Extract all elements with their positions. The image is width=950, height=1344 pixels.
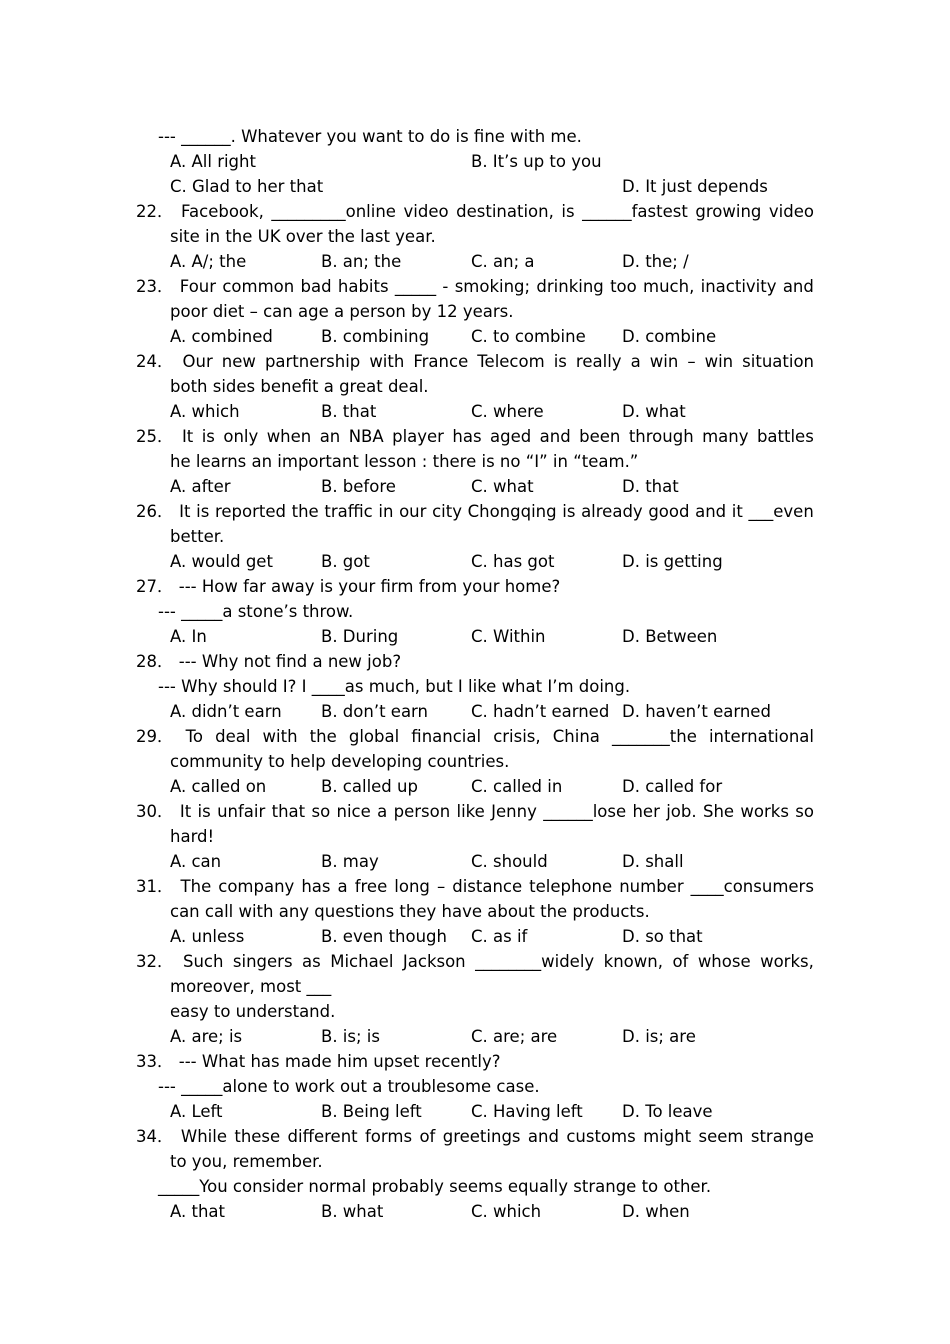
stem-word: our bbox=[399, 502, 427, 521]
option-b: B. is; is bbox=[321, 1027, 380, 1046]
intro-option-a: A. All right bbox=[170, 152, 256, 171]
answer-options bbox=[136, 624, 814, 649]
stem-word: community to help developing countries. bbox=[170, 752, 510, 771]
stem-word: The bbox=[180, 877, 212, 896]
option-a: A. are; is bbox=[170, 1027, 243, 1046]
stem-word: poor diet – can age a person by 12 years. bbox=[170, 302, 514, 321]
stem-word: financial bbox=[411, 727, 482, 746]
stem-word: growing bbox=[695, 202, 762, 221]
stem-word: been bbox=[579, 427, 621, 446]
stem-word: Chongqing bbox=[467, 502, 557, 521]
stem-word: 26． bbox=[136, 502, 174, 521]
stem-word: long bbox=[394, 877, 430, 896]
stem-word: 32． bbox=[136, 952, 174, 971]
stem-word: better. bbox=[170, 527, 225, 546]
question-stem bbox=[136, 499, 814, 524]
stem-word: works, bbox=[760, 952, 814, 971]
option-d: D. shall bbox=[622, 852, 684, 871]
stem-word: NBA bbox=[348, 427, 384, 446]
stem-word: person bbox=[393, 802, 451, 821]
answer-options bbox=[136, 1024, 814, 1049]
stem-word: forms bbox=[365, 1127, 413, 1146]
intro-dialog: --- ______. Whatever you want to do is fine with me. bbox=[158, 127, 582, 146]
stem-word: a bbox=[337, 877, 348, 896]
stem-word: – bbox=[436, 877, 446, 896]
stem-word: her bbox=[632, 802, 660, 821]
option-d: D. that bbox=[622, 477, 679, 496]
question-list bbox=[136, 199, 814, 1224]
question-stem-continued bbox=[136, 1149, 814, 1174]
question-block bbox=[136, 1124, 814, 1224]
stem-word: battles bbox=[756, 427, 814, 446]
stem-word: when bbox=[266, 427, 312, 446]
answer-options bbox=[136, 699, 814, 724]
option-c: C. where bbox=[471, 402, 544, 421]
stem-word: drinking bbox=[536, 277, 604, 296]
stem-word: 25． bbox=[136, 427, 174, 446]
option-a: A. which bbox=[170, 402, 240, 421]
question-block bbox=[136, 274, 814, 349]
stem-word: video bbox=[403, 202, 449, 221]
option-a: A. combined bbox=[170, 327, 273, 346]
option-c: C. are; are bbox=[471, 1027, 558, 1046]
stem-word: inactivity bbox=[700, 277, 777, 296]
question-dialog: --- _____alone to work out a troublesome case. bbox=[158, 1077, 540, 1096]
stem-word: China bbox=[552, 727, 600, 746]
stem-word: hard! bbox=[170, 827, 215, 846]
stem-word: France bbox=[413, 352, 469, 371]
stem-word: 28． --- Why not find a new job? bbox=[136, 652, 402, 671]
stem-word: like bbox=[456, 802, 485, 821]
stem-word: a bbox=[630, 352, 641, 371]
stem-word: _____ bbox=[394, 277, 437, 296]
option-b: B. even though bbox=[321, 927, 447, 946]
stem-word: free bbox=[354, 877, 388, 896]
option-d: D. haven’t earned bbox=[622, 702, 771, 721]
stem-word: known, bbox=[603, 952, 663, 971]
stem-word: It bbox=[179, 802, 192, 821]
question-block bbox=[136, 799, 814, 874]
stem-word: good bbox=[648, 502, 690, 521]
stem-word: – bbox=[687, 352, 696, 371]
stem-word: might bbox=[643, 1127, 692, 1146]
stem-word: While bbox=[180, 1127, 227, 1146]
question-stem bbox=[136, 574, 814, 599]
option-a: A. would get bbox=[170, 552, 273, 571]
option-d: D. the; / bbox=[622, 252, 689, 271]
question-dialog: _____You consider normal probably seems equally strange to other. bbox=[158, 1177, 712, 1196]
stem-word: ______lose bbox=[543, 802, 627, 821]
answer-options bbox=[136, 399, 814, 424]
stem-word: is bbox=[196, 502, 210, 521]
question-stem bbox=[136, 874, 814, 899]
stem-word: bad bbox=[300, 277, 332, 296]
intro-option-c: C. Glad to her that bbox=[170, 177, 324, 196]
stem-word: whose bbox=[697, 952, 751, 971]
stem-word: to you, remember. bbox=[170, 1152, 323, 1171]
stem-word: _________online bbox=[271, 202, 396, 221]
stem-word: job. bbox=[666, 802, 697, 821]
stem-word: is bbox=[561, 202, 575, 221]
option-d: D. To leave bbox=[622, 1102, 713, 1121]
option-b: B. got bbox=[321, 552, 370, 571]
stem-word: Our bbox=[182, 352, 213, 371]
stem-word: seem bbox=[698, 1127, 744, 1146]
stem-word: common bbox=[222, 277, 295, 296]
option-a: A. that bbox=[170, 1202, 225, 1221]
stem-word: unfair bbox=[217, 802, 266, 821]
question-stem-continued bbox=[136, 449, 814, 474]
stem-word: 22． bbox=[136, 202, 174, 221]
stem-word: global bbox=[348, 727, 400, 746]
option-c: C. Within bbox=[471, 627, 546, 646]
question-stem bbox=[136, 1124, 814, 1149]
stem-word: Michael bbox=[330, 952, 394, 971]
answer-options bbox=[136, 324, 814, 349]
stem-word: number bbox=[619, 877, 684, 896]
stem-word: aged bbox=[490, 427, 532, 446]
stem-word: easy to understand. bbox=[170, 1002, 336, 1021]
stem-word: of bbox=[419, 1127, 436, 1146]
option-c: C. what bbox=[471, 477, 534, 496]
stem-word: and bbox=[539, 427, 571, 446]
intro-option-d: D. It just depends bbox=[622, 177, 768, 196]
answer-options bbox=[136, 849, 814, 874]
question-stem-continued bbox=[136, 524, 814, 549]
stem-word: 34． bbox=[136, 1127, 174, 1146]
stem-word: of bbox=[672, 952, 689, 971]
stem-word: different bbox=[287, 1127, 358, 1146]
question-stem bbox=[136, 1049, 814, 1074]
stem-word: strange bbox=[750, 1127, 814, 1146]
intro-options-row-1 bbox=[136, 149, 814, 174]
stem-word: so bbox=[795, 802, 814, 821]
stem-word: has bbox=[452, 427, 482, 446]
option-d: D. is; are bbox=[622, 1027, 696, 1046]
stem-word: with bbox=[369, 352, 405, 371]
option-b: B. Being left bbox=[321, 1102, 422, 1121]
stem-word: nice bbox=[336, 802, 371, 821]
option-c: C. called in bbox=[471, 777, 563, 796]
stem-word: too bbox=[610, 277, 637, 296]
option-d: D. so that bbox=[622, 927, 703, 946]
stem-word: an bbox=[319, 427, 341, 446]
stem-word: ______fastest bbox=[582, 202, 688, 221]
question-stem-continued bbox=[136, 824, 814, 849]
stem-word: greetings bbox=[442, 1127, 521, 1146]
question-dialog: --- Why should I? I ____as much, but I like what I’m doing. bbox=[158, 677, 631, 696]
answer-options bbox=[136, 474, 814, 499]
stem-word: partnership bbox=[264, 352, 361, 371]
stem-word: works bbox=[740, 802, 789, 821]
stem-word: with bbox=[262, 727, 298, 746]
question-stem-continued bbox=[136, 374, 814, 399]
answer-options bbox=[136, 549, 814, 574]
option-d: D. Between bbox=[622, 627, 718, 646]
stem-word: 31． bbox=[136, 877, 174, 896]
stem-word: company bbox=[218, 877, 295, 896]
option-b: B. an; the bbox=[321, 252, 402, 271]
stem-word: and bbox=[527, 1127, 559, 1146]
stem-word: destination, bbox=[456, 202, 554, 221]
stem-word: ___even bbox=[748, 502, 814, 521]
stem-word: is bbox=[201, 427, 215, 446]
stem-word: 24． bbox=[136, 352, 174, 371]
stem-word: Jackson bbox=[402, 952, 466, 971]
stem-word: 23． bbox=[136, 277, 174, 296]
stem-word: much, bbox=[643, 277, 695, 296]
option-c: C. which bbox=[471, 1202, 542, 1221]
option-b: B. that bbox=[321, 402, 377, 421]
question-stem bbox=[136, 199, 814, 224]
option-a: A. didn’t earn bbox=[170, 702, 282, 721]
stem-word: 29． bbox=[136, 727, 174, 746]
answer-options bbox=[136, 249, 814, 274]
stem-word: reported bbox=[214, 502, 286, 521]
stem-word: already bbox=[581, 502, 643, 521]
stem-word: smoking; bbox=[454, 277, 531, 296]
stem-word: 30． bbox=[136, 802, 174, 821]
question-stem bbox=[136, 724, 814, 749]
option-a: A. can bbox=[170, 852, 222, 871]
stem-word: deal bbox=[215, 727, 251, 746]
question-stem bbox=[136, 649, 814, 674]
option-c: C. hadn’t earned bbox=[471, 702, 610, 721]
stem-word: crisis, bbox=[493, 727, 541, 746]
question-stem-continued bbox=[136, 749, 814, 774]
question-block bbox=[136, 874, 814, 949]
stem-word: player bbox=[392, 427, 444, 446]
question-stem bbox=[136, 349, 814, 374]
intro-option-b: B. It’s up to you bbox=[471, 152, 602, 171]
exam-content bbox=[136, 124, 814, 1224]
question-stem bbox=[136, 799, 814, 824]
stem-word: ____consumers bbox=[690, 877, 814, 896]
stem-word: Jenny bbox=[491, 802, 537, 821]
stem-word: that bbox=[271, 802, 306, 821]
option-d: D. when bbox=[622, 1202, 690, 1221]
stem-word: only bbox=[223, 427, 259, 446]
stem-word: win bbox=[704, 352, 734, 371]
stem-word: many bbox=[702, 427, 749, 446]
stem-word: Such bbox=[182, 952, 224, 971]
option-a: A. A/; the bbox=[170, 252, 247, 271]
stem-word: he learns an important lesson : there is no “I” in “team.” bbox=[170, 452, 639, 471]
option-d: D. is getting bbox=[622, 552, 723, 571]
option-d: D. combine bbox=[622, 327, 717, 346]
stem-word: 27． --- How far away is your firm from your home? bbox=[136, 577, 561, 596]
question-block bbox=[136, 424, 814, 499]
stem-word: these bbox=[234, 1127, 281, 1146]
stem-word: and bbox=[782, 277, 814, 296]
stem-word: is bbox=[197, 802, 211, 821]
option-c: C. to combine bbox=[471, 327, 586, 346]
intro-options-row-2 bbox=[136, 174, 814, 199]
stem-word: 33． --- What has made him upset recently? bbox=[136, 1052, 501, 1071]
answer-options bbox=[136, 1199, 814, 1224]
option-b: B. During bbox=[321, 627, 399, 646]
question-dialog: --- _____a stone’s throw. bbox=[158, 602, 354, 621]
stem-word: a bbox=[377, 802, 388, 821]
stem-word: is bbox=[553, 352, 567, 371]
stem-word: can call with any questions they have about the products. bbox=[170, 902, 650, 921]
option-b: B. don’t earn bbox=[321, 702, 429, 721]
stem-word: To bbox=[185, 727, 203, 746]
question-stem-continued bbox=[136, 224, 814, 249]
stem-word: It bbox=[179, 502, 191, 521]
stem-word: video bbox=[768, 202, 814, 221]
option-a: A. called on bbox=[170, 777, 267, 796]
stem-word: ________widely bbox=[475, 952, 595, 971]
question-block bbox=[136, 199, 814, 274]
question-block bbox=[136, 499, 814, 574]
stem-word: customs bbox=[566, 1127, 636, 1146]
stem-word: win bbox=[649, 352, 679, 371]
stem-word: as bbox=[302, 952, 321, 971]
stem-word: is bbox=[562, 502, 576, 521]
option-d: D. what bbox=[622, 402, 686, 421]
stem-word: in bbox=[378, 502, 394, 521]
stem-word: both sides benefit a great deal. bbox=[170, 377, 429, 396]
stem-word: new bbox=[221, 352, 256, 371]
question-block bbox=[136, 724, 814, 799]
stem-word: site in the UK over the last year. bbox=[170, 227, 436, 246]
stem-word: the bbox=[309, 727, 337, 746]
question-stem-continued bbox=[136, 899, 814, 924]
stem-word: so bbox=[311, 802, 331, 821]
stem-word: really bbox=[575, 352, 622, 371]
option-b: B. combining bbox=[321, 327, 430, 346]
option-c: C. should bbox=[471, 852, 548, 871]
stem-word: _______the bbox=[612, 727, 697, 746]
option-b: B. what bbox=[321, 1202, 384, 1221]
option-c: C. Having left bbox=[471, 1102, 583, 1121]
stem-word: moreover, most ___ bbox=[170, 977, 332, 996]
question-stem bbox=[136, 949, 814, 974]
stem-word: international bbox=[708, 727, 814, 746]
stem-word: traffic bbox=[324, 502, 373, 521]
stem-word: situation bbox=[742, 352, 814, 371]
stem-word: through bbox=[628, 427, 694, 446]
question-block bbox=[136, 349, 814, 424]
stem-word: city bbox=[432, 502, 462, 521]
answer-options bbox=[136, 1099, 814, 1124]
question-stem bbox=[136, 424, 814, 449]
question-block bbox=[136, 649, 814, 724]
option-b: B. may bbox=[321, 852, 379, 871]
option-c: C. has got bbox=[471, 552, 555, 571]
stem-word: Facebook, bbox=[181, 202, 264, 221]
question-stem-continued bbox=[136, 999, 814, 1024]
stem-word: it bbox=[731, 502, 743, 521]
stem-word: telephone bbox=[529, 877, 613, 896]
stem-word: She bbox=[702, 802, 735, 821]
stem-word: habits bbox=[337, 277, 389, 296]
stem-word: has bbox=[301, 877, 331, 896]
stem-word: - bbox=[442, 277, 449, 296]
stem-word: distance bbox=[452, 877, 523, 896]
option-b: B. called up bbox=[321, 777, 418, 796]
option-a: A. In bbox=[170, 627, 207, 646]
option-a: A. unless bbox=[170, 927, 245, 946]
option-a: A. Left bbox=[170, 1102, 223, 1121]
option-c: C. as if bbox=[471, 927, 528, 946]
question-block bbox=[136, 1049, 814, 1124]
option-c: C. an; a bbox=[471, 252, 535, 271]
question-block bbox=[136, 949, 814, 1049]
stem-word: Telecom bbox=[477, 352, 545, 371]
question-block bbox=[136, 574, 814, 649]
stem-word: singers bbox=[232, 952, 293, 971]
question-stem bbox=[136, 274, 814, 299]
answer-options bbox=[136, 924, 814, 949]
question-stem-continued bbox=[136, 299, 814, 324]
stem-word: It bbox=[181, 427, 194, 446]
stem-word: the bbox=[291, 502, 319, 521]
option-d: D. called for bbox=[622, 777, 723, 796]
stem-word: and bbox=[695, 502, 727, 521]
question-stem-continued bbox=[136, 974, 814, 999]
stem-word: Four bbox=[179, 277, 217, 296]
option-a: A. after bbox=[170, 477, 231, 496]
answer-options bbox=[136, 774, 814, 799]
option-b: B. before bbox=[321, 477, 396, 496]
